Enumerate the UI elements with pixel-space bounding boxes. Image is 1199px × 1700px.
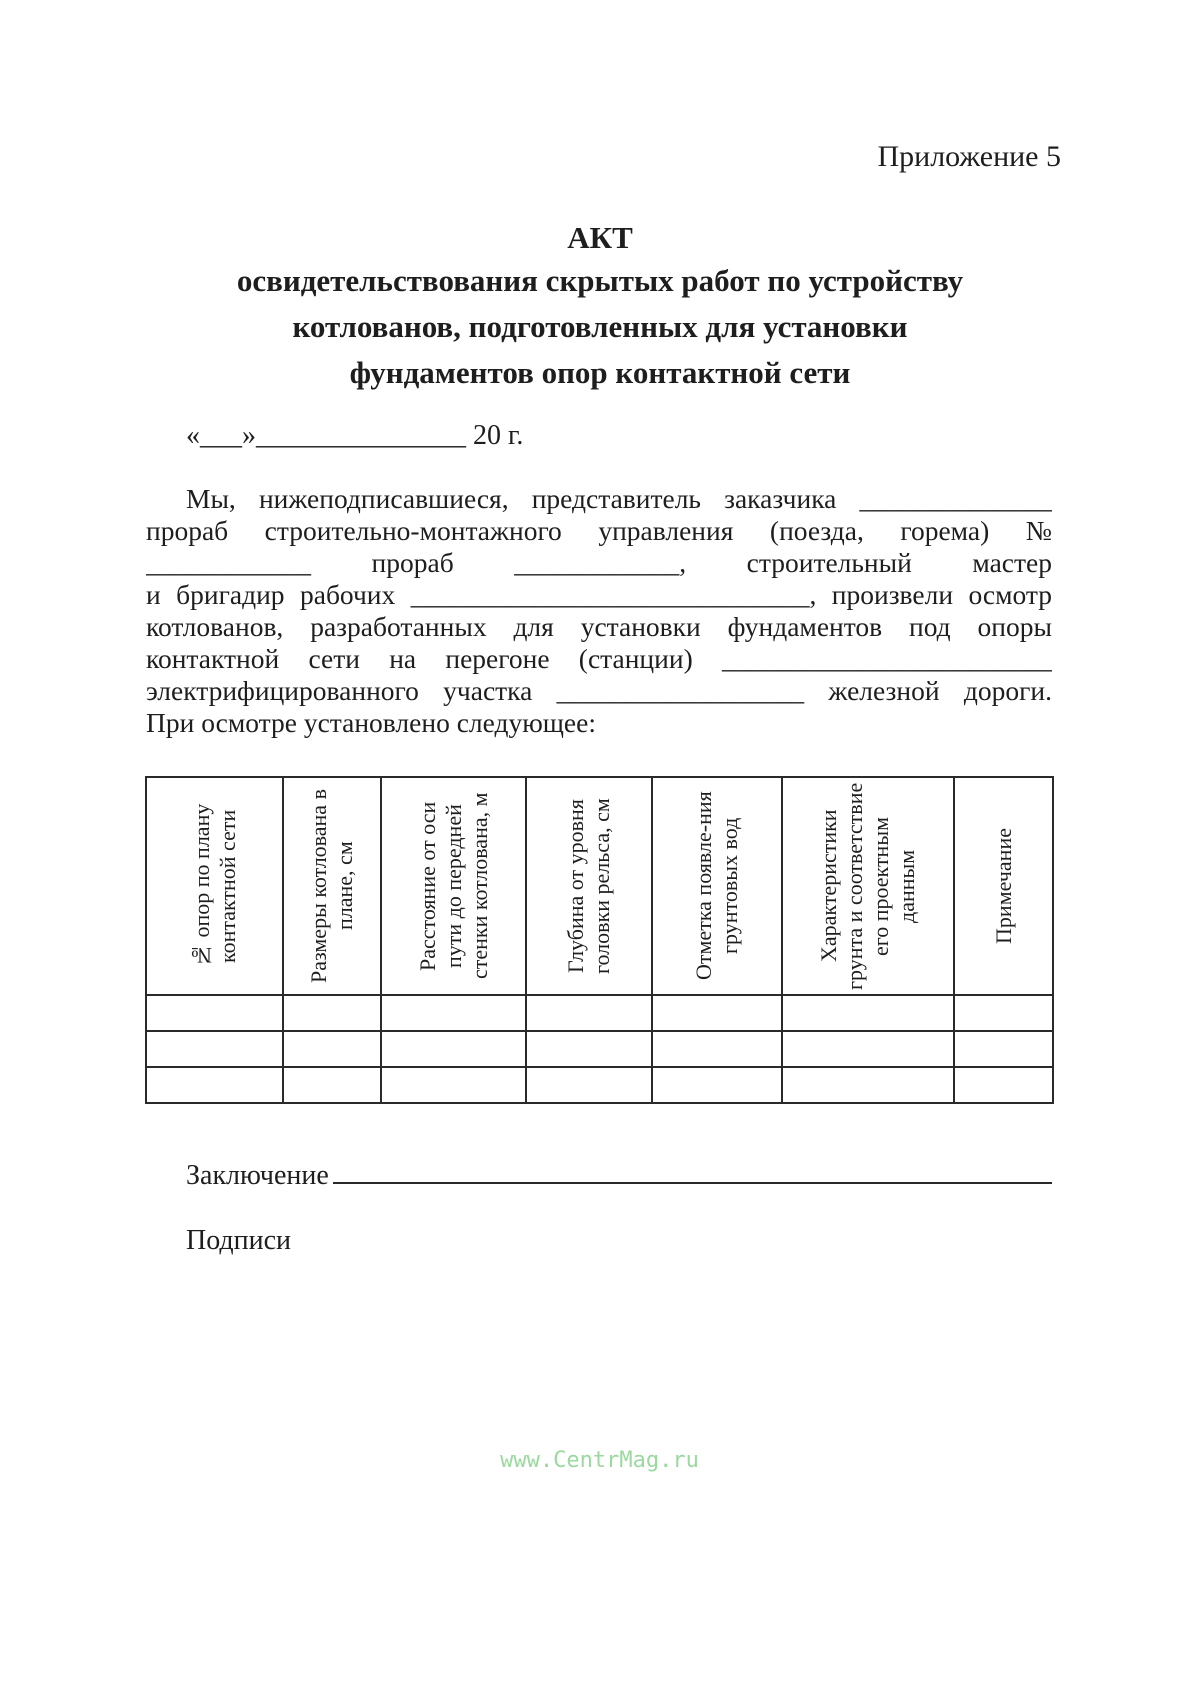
signatures-label: Подписи — [186, 1225, 292, 1256]
table-cell[interactable] — [526, 1067, 652, 1103]
table-cell[interactable] — [146, 1067, 283, 1103]
header-cell — [146, 777, 283, 995]
header-label: Отметка появле-ния грунтовых вод — [691, 791, 742, 981]
table-cell[interactable] — [283, 995, 381, 1031]
paragraph-line-2: прораб строительно-монтажного управления (поезда, горема) № — [146, 515, 1052, 546]
table-cell[interactable] — [652, 1031, 782, 1067]
header-label: № опор по плану контактной сети — [188, 803, 240, 969]
header-label: Примечание — [990, 828, 1016, 944]
table-cell[interactable] — [954, 1031, 1053, 1067]
header-cell — [954, 777, 1053, 995]
table-cell[interactable] — [652, 1067, 782, 1103]
table-row — [146, 1031, 1053, 1067]
title-line-3: фундаментов опор контактной сети — [349, 355, 851, 390]
table-cell[interactable] — [652, 995, 782, 1031]
paragraph-line-6: контактной сети на перегоне (станции) ________________________ — [146, 643, 1052, 674]
inspection-table — [145, 776, 1052, 1104]
paragraph-line-5: котлованов, разработанных для установки фундаментов под опоры — [146, 611, 1052, 642]
table-cell[interactable] — [954, 1067, 1053, 1103]
title-line-2: котлованов, подготовленных для установки — [292, 309, 908, 344]
table-cell[interactable] — [782, 1067, 954, 1103]
title-main: АКТ — [567, 220, 633, 255]
table-cell[interactable] — [782, 995, 954, 1031]
conclusion-blank[interactable] — [333, 1160, 1052, 1184]
header-label: Характеристики грунта и соответствие его проектным данным — [816, 782, 919, 990]
conclusion-line — [186, 1160, 1052, 1192]
watermark: www.CentrMag.ru — [500, 1448, 699, 1473]
table-cell[interactable] — [146, 995, 283, 1031]
date-line: «___»_______________ 20 г. — [186, 420, 524, 451]
paragraph-line-4: и бригадир рабочих _____________________________, произвели осмотр — [146, 579, 1052, 610]
table-cell[interactable] — [283, 1067, 381, 1103]
title-line-1: освидетельствования скрытых работ по устройству — [236, 263, 964, 298]
table-cell[interactable] — [782, 1031, 954, 1067]
header-cell — [652, 777, 782, 995]
header-cell — [283, 777, 381, 995]
table-cell[interactable] — [283, 1031, 381, 1067]
paragraph-line-7: электрифицированного участка __________________ железной дороги. — [146, 675, 1052, 706]
paragraph-line-8: При осмотре установлено следующее: — [146, 707, 596, 738]
body-paragraph — [146, 483, 1052, 739]
table-cell[interactable] — [381, 995, 526, 1031]
table-cell[interactable] — [381, 1031, 526, 1067]
header-cell — [381, 777, 526, 995]
table-cell[interactable] — [526, 1031, 652, 1067]
table-cell[interactable] — [526, 995, 652, 1031]
paragraph-line-1: Мы, нижеподписавшиеся, представитель заказчика ______________ — [186, 483, 1052, 514]
header-label: Расстояние от оси пути до передней стенки котлована, м — [414, 792, 492, 980]
document-title — [150, 218, 1050, 396]
table-cell[interactable] — [146, 1031, 283, 1067]
table-cell[interactable] — [954, 995, 1053, 1031]
table-row — [146, 995, 1053, 1031]
appendix-label: Приложение 5 — [877, 140, 1061, 173]
table-cell[interactable] — [381, 1067, 526, 1103]
table-row — [146, 1067, 1053, 1103]
header-label: Размеры котлована в плане, см — [306, 789, 357, 983]
header-cell — [782, 777, 954, 995]
header-label: Глубина от уровня головки рельса, см — [563, 798, 614, 974]
header-cell — [526, 777, 652, 995]
table-header-row — [146, 777, 1053, 995]
conclusion-label: Заключение — [186, 1160, 329, 1191]
paragraph-line-3: ____________ прораб ____________, строительный мастер — [146, 547, 1052, 578]
